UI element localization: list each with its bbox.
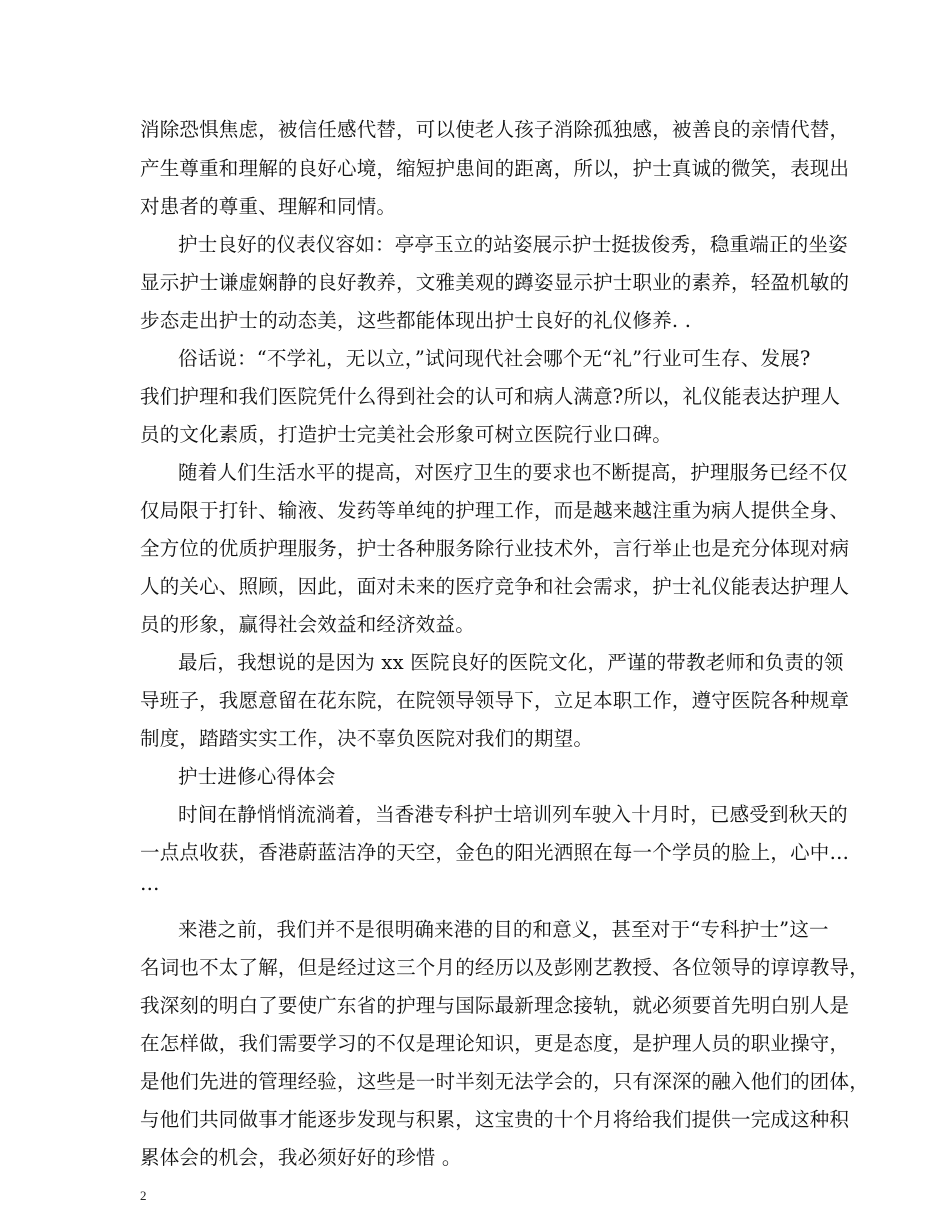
text-line: 最后，我想说的是因为 xx 医院良好的医院文化，严谨的带教老师和负责的领 xyxy=(178,651,844,674)
text-line: 俗话说：“不学礼，无以立，”试问现代社会哪个无“礼”行业可生存、发展? xyxy=(178,347,811,370)
text-line: 护士良好的仪表仪容如：亭亭玉立的站姿展示护士挺拔俊秀，稳重端正的坐姿 xyxy=(178,233,848,256)
text-line: 仅局限于打针、输液、发药等单纯的护理工作，而是越来越注重为病人提供全身、 xyxy=(140,499,850,522)
text-line: 人的关心、照顾，因此，面对未来的医疗竞争和社会需求，护士礼仪能表达护理人 xyxy=(140,575,850,598)
text-line: 步态走出护士的动态美，这些都能体现出护士良好的礼仪修养. . xyxy=(140,309,692,332)
text-line: 我们护理和我们医院凭什么得到社会的认可和病人满意?所以，礼仪能表达护理人 xyxy=(140,385,841,408)
text-line: 来港之前，我们并不是很明确来港的目的和意义，甚至对于“专科护士”这一 xyxy=(178,918,829,941)
text-line: 消除恐惧焦虑，被信任感代替，可以使老人孩子消除孤独感，被善良的亲情代替， xyxy=(140,118,850,141)
text-line: … xyxy=(140,872,160,895)
text-line: 员的形象，赢得社会效益和经济效益。 xyxy=(140,613,475,636)
text-line: 对患者的尊重、理解和同情。 xyxy=(140,195,397,218)
text-line: 时间在静悄悄流淌着，当香港专科护士培训列车驶入十月时，已感受到秋天的 xyxy=(178,803,848,826)
text-line: 与他们共同做事才能逐步发现与积累，这宝贵的十个月将给我们提供一完成这种积 xyxy=(140,1108,850,1131)
text-line: 导班子，我愿意留在花东院，在院领导领导下，立足本职工作，遵守医院各种规章 xyxy=(140,689,850,712)
text-line: 随着人们生活水平的提高，对医疗卫生的要求也不断提高，护理服务已经不仅 xyxy=(178,461,848,484)
text-line: 名词也不太了解，但是经过这三个月的经历以及彭刚艺教授、各位领导的谆谆教导， xyxy=(140,956,869,979)
section-heading: 护士进修心得体会 xyxy=(178,765,336,788)
text-line: 在怎样做，我们需要学习的不仅是理论知识，更是态度，是护理人员的职业操守， xyxy=(140,1032,850,1055)
text-line: 累体会的机会，我必须好好的珍惜 。 xyxy=(140,1146,462,1169)
text-line: 员的文化素质，打造护士完美社会形象可树立医院行业口碑。 xyxy=(140,423,672,446)
text-line: 产生尊重和理解的良好心境，缩短护患间的距离，所以，护士真诚的微笑，表现出 xyxy=(140,157,850,180)
text-line: 显示护士谦虚娴静的良好教养，文雅美观的蹲姿显示护士职业的素养，轻盈机敏的 xyxy=(140,271,850,294)
text-line: 一点点收获，香港蔚蓝洁净的天空，金色的阳光洒照在每一个学员的脸上，心中… xyxy=(140,841,850,864)
text-line: 我深刻的明白了要使广东省的护理与国际最新理念接轨，就必须要首先明白别人是 xyxy=(140,994,850,1017)
text-line: 是他们先进的管理经验，这些是一时半刻无法学会的，只有深深的融入他们的团体， xyxy=(140,1070,869,1093)
text-line: 制度，踏踏实实工作，决不辜负医院对我们的期望。 xyxy=(140,727,594,750)
page-number: 2 xyxy=(140,1188,147,1203)
text-line: 全方位的优质护理服务，护士各种服务除行业技术外，言行举止也是充分体现对病 xyxy=(140,537,850,560)
